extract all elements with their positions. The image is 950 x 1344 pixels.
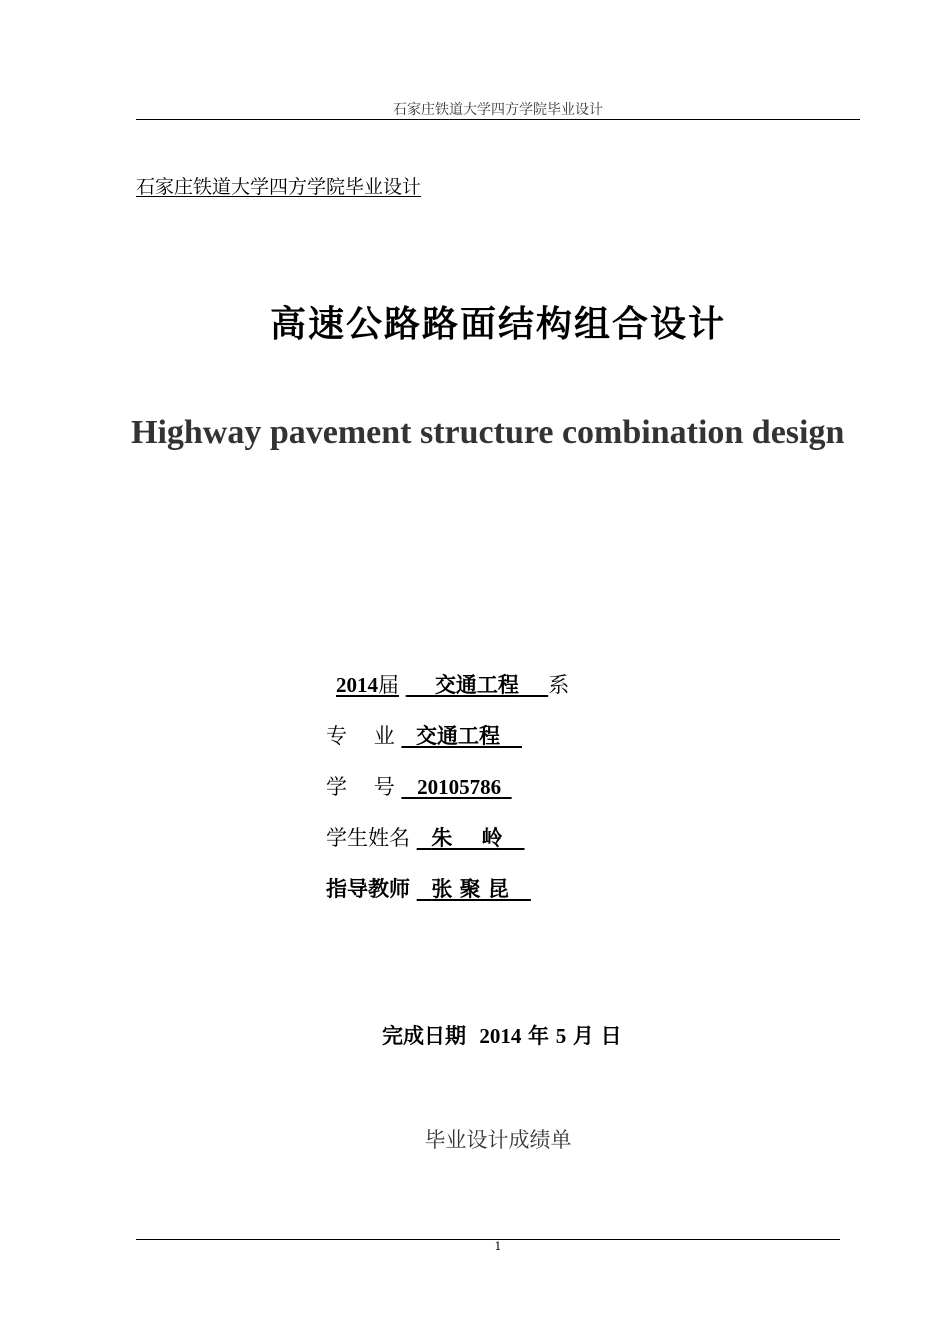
- completion-label: 完成日期: [382, 1024, 466, 1048]
- student-name-value: 朱 岭: [431, 826, 503, 850]
- class-suffix: 届: [378, 673, 399, 697]
- class-department-row: [336, 671, 569, 699]
- school-name: 石家庄铁道大学四方学院毕业设计: [136, 176, 422, 198]
- page-number: 1: [494, 1240, 502, 1253]
- completion-date: [382, 1020, 622, 1050]
- class-year: 2014: [336, 673, 378, 697]
- department-suffix: 系: [548, 673, 570, 697]
- major-value: 交通工程: [416, 724, 501, 748]
- completion-month-unit: 月: [572, 1024, 594, 1048]
- student-id-label: 学 号: [326, 775, 395, 799]
- completion-year: 2014: [479, 1024, 522, 1048]
- completion-month: 5: [555, 1024, 567, 1048]
- completion-year-unit: 年: [528, 1024, 550, 1048]
- header-rule: [136, 119, 860, 120]
- advisor-label: 指导教师: [326, 877, 410, 901]
- student-id-row: [326, 773, 512, 801]
- major-label: 专 业: [326, 724, 395, 748]
- completion-day-unit: 日: [600, 1024, 622, 1048]
- thesis-title-english: Highway pavement structure combination design: [131, 414, 845, 451]
- running-header: 石家庄铁道大学四方学院毕业设计: [393, 102, 603, 118]
- major-row: [326, 722, 522, 750]
- advisor-value: 张 聚 昆: [431, 877, 509, 901]
- student-name-label: 学生姓名: [326, 826, 410, 850]
- student-id-value: 20105786: [417, 775, 502, 799]
- score-sheet-title: 毕业设计成绩单: [424, 1128, 572, 1152]
- student-name-row: [326, 824, 525, 852]
- department-value: 交通工程: [434, 673, 519, 697]
- advisor-row: [326, 875, 531, 903]
- thesis-title-chinese: 高速公路路面结构组合设计: [269, 304, 726, 345]
